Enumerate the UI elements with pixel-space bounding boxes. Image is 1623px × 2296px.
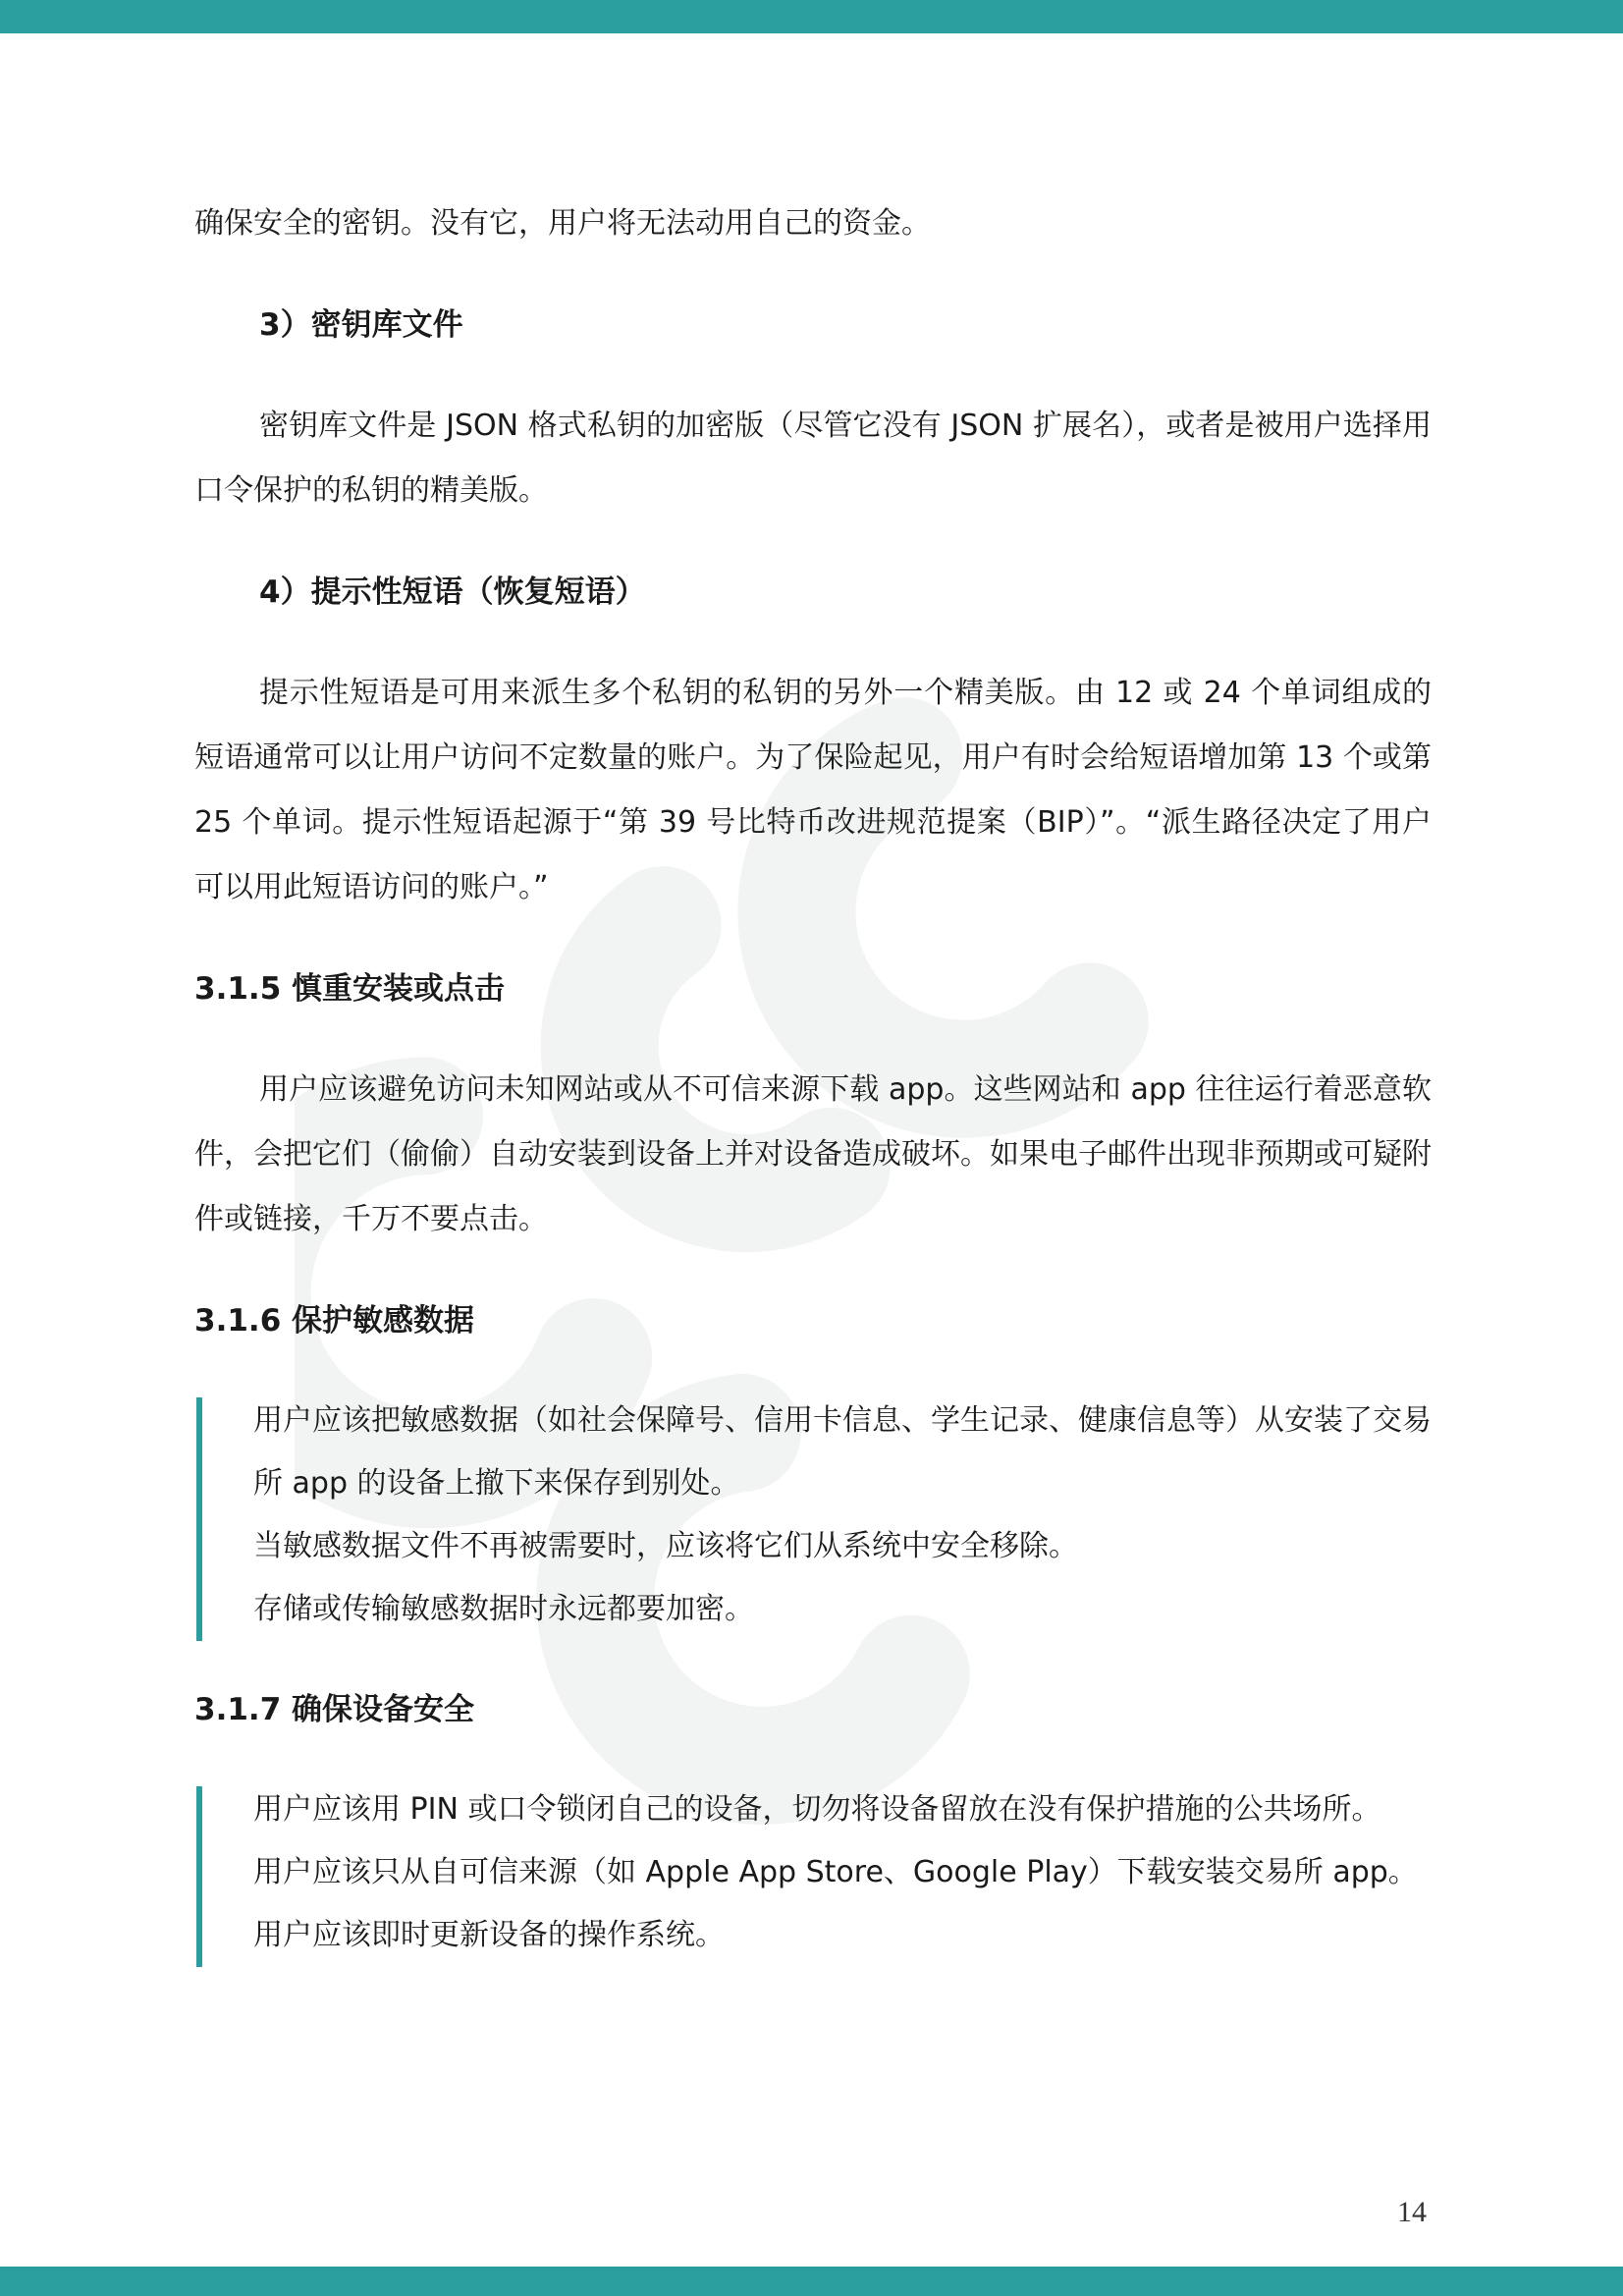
document-body — [194, 191, 1432, 1967]
device-security-line: 用户应该即时更新设备的操作系统。 — [253, 1918, 725, 1952]
sensitive-data-line: 用户应该把敏感数据（如社会保障号、信用卡信息、学生记录、健康信息等）从安装了交易所 app 的设备上撤下来保存到别处。 — [253, 1403, 1432, 1501]
section-3-1-5-title: 3.1.5 慎重安装或点击 — [194, 971, 506, 1007]
device-security-line: 用户应该用 PIN 或口令锁闭自己的设备，切勿将设备留放在没有保护措施的公共场所。 — [253, 1792, 1381, 1827]
section-3-1-6-title: 3.1.6 保护敏感数据 — [194, 1303, 475, 1339]
section-3-1-6-quote — [196, 1390, 1432, 1641]
device-security-line: 用户应该只从自可信来源（如 Apple App Store、Google Play）下载安装交易所 app。 — [253, 1855, 1418, 1889]
top-accent-bar — [0, 0, 1623, 33]
bottom-accent-bar — [0, 2267, 1623, 2296]
section-3-1-7-quote — [196, 1778, 1432, 1967]
section-3-1-7-title: 3.1.7 确保设备安全 — [194, 1692, 475, 1727]
sensitive-data-line: 存储或传输敏感数据时永远都要加密。 — [253, 1592, 754, 1626]
heading-mnemonic: 4）提示性短语（恢复短语） — [259, 574, 646, 610]
section-3-1-5-body: 用户应该避免访问未知网站或从不可信来源下载 app。这些网站和 app 往往运行着恶意软件，会把它们（偷偷）自动安装到设备上并对设备造成破坏。如果电子邮件出现非预期或可疑附件或链接，千万不要点击。 — [194, 1072, 1432, 1236]
paragraph-mnemonic: 提示性短语是可用来派生多个私钥的私钥的另外一个精美版。由 12 或 24 个单词组成的短语通常可以让用户访问不定数量的账户。为了保险起见，用户有时会给短语增加第 13 个或第 25 个单词。提示性短语起源于“第 39 号比特币改进规范提案（BIP）”。“派生路径决定了用户可以用此短语访问的账户。” — [194, 676, 1432, 904]
sensitive-data-line: 当敏感数据文件不再被需要时，应该将它们从系统中安全移除。 — [253, 1529, 1078, 1563]
paragraph-top: 确保安全的密钥。没有它，用户将无法动用自己的资金。 — [194, 206, 931, 241]
page-number: 14 — [1397, 2196, 1427, 2228]
heading-keystore: 3）密钥库文件 — [259, 307, 463, 343]
paragraph-keystore: 密钥库文件是 JSON 格式私钥的加密版（尽管它没有 JSON 扩展名），或者是被用户选择用口令保护的私钥的精美版。 — [194, 409, 1432, 508]
